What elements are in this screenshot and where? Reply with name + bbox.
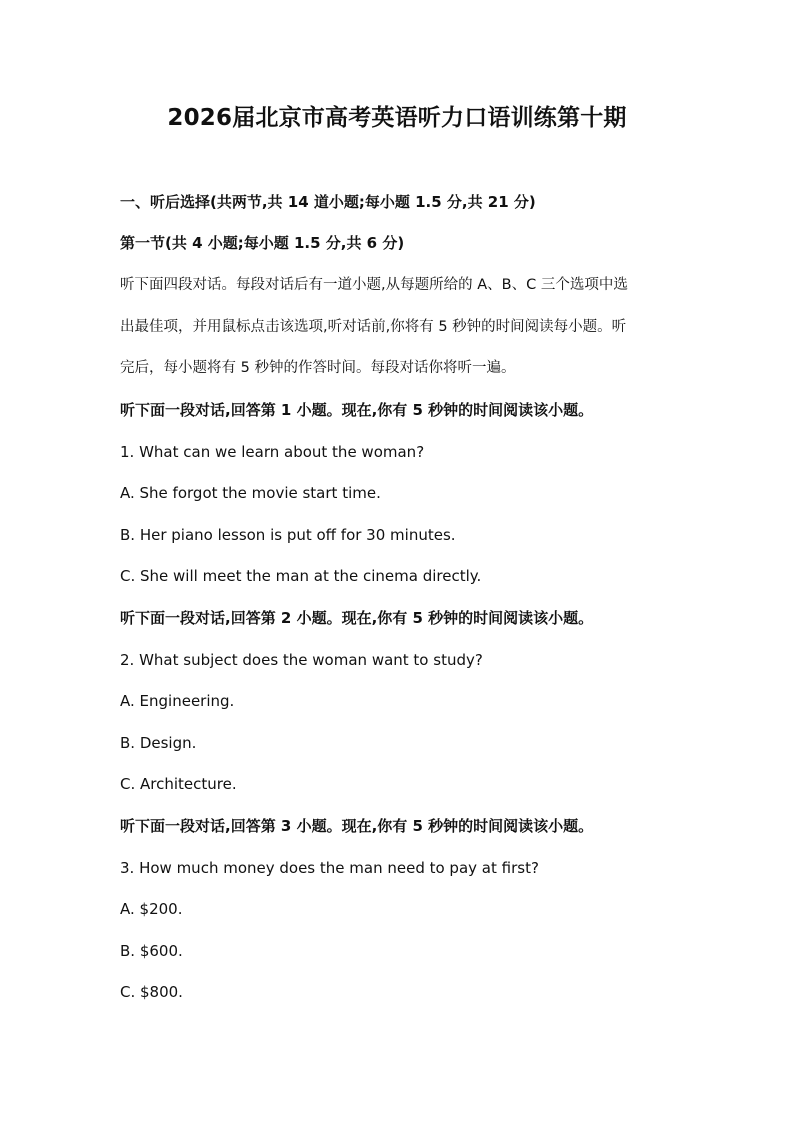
question-text: 2. What subject does the woman want to study? xyxy=(120,651,483,669)
instruction-line: 听下面四段对话。每段对话后有一道小题,从每题所给的 A、B、C 三个选项中选 xyxy=(120,277,628,293)
instruction-line: 完后，每小题将有 5 秒钟的作答时间。每段对话你将听一遍。 xyxy=(120,360,516,376)
answer-option[interactable]: C. Architecture. xyxy=(120,775,237,793)
answer-option[interactable]: B. Design. xyxy=(120,734,197,752)
answer-option[interactable]: A. $200. xyxy=(120,900,183,918)
instruction-line: 出最佳项，并用鼠标点击该选项,听对话前,你将有 5 秒钟的时间阅读每小题。听 xyxy=(120,319,627,335)
page-title: 2026届北京市高考英语听力口语训练第十期 xyxy=(167,105,627,131)
answer-option[interactable]: C. $800. xyxy=(120,983,183,1001)
part-heading: 第一节(共 4 小题;每小题 1.5 分,共 6 分) xyxy=(120,234,405,252)
question-prompt: 听下面一段对话,回答第 1 小题。现在,你有 5 秒钟的时间阅读该小题。 xyxy=(120,401,594,419)
question-prompt: 听下面一段对话,回答第 3 小题。现在,你有 5 秒钟的时间阅读该小题。 xyxy=(120,817,594,835)
section-heading: 一、听后选择(共两节,共 14 道小题;每小题 1.5 分,共 21 分) xyxy=(120,193,536,211)
answer-option[interactable]: B. $600. xyxy=(120,942,183,960)
question-text: 3. How much money does the man need to pay at first? xyxy=(120,859,539,877)
answer-option[interactable]: A. She forgot the movie start time. xyxy=(120,484,381,502)
answer-option[interactable]: A. Engineering. xyxy=(120,692,235,710)
question-text: 1. What can we learn about the woman? xyxy=(120,443,425,461)
answer-option[interactable]: B. Her piano lesson is put off for 30 minutes. xyxy=(120,526,456,544)
question-prompt: 听下面一段对话,回答第 2 小题。现在,你有 5 秒钟的时间阅读该小题。 xyxy=(120,609,594,627)
answer-option[interactable]: C. She will meet the man at the cinema directly. xyxy=(120,567,482,585)
